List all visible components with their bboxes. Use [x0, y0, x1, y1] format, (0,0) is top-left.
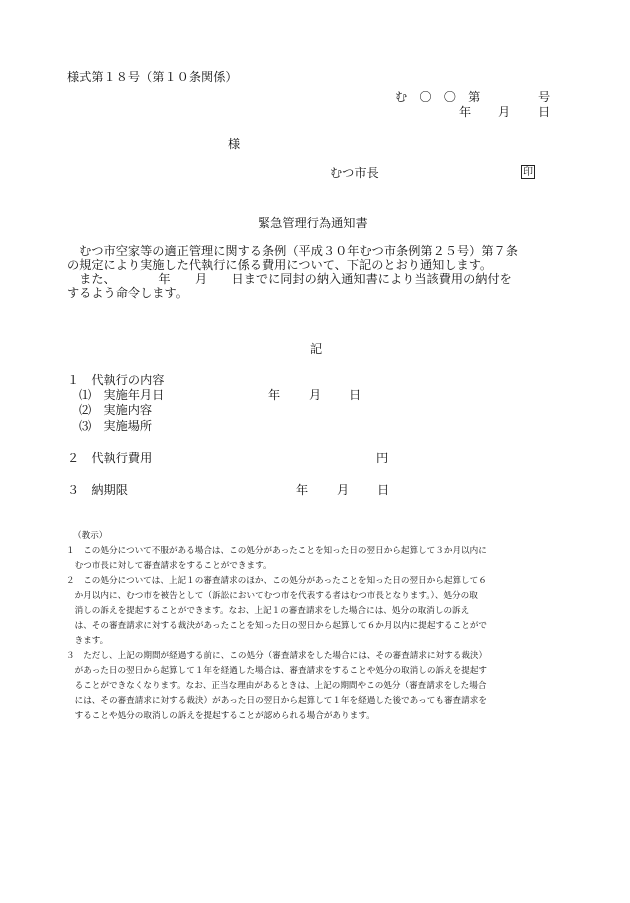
date-year: 年 — [459, 105, 472, 119]
note-line: きます。 — [66, 636, 109, 646]
item-3-label: ３ 納期限 — [67, 483, 128, 497]
form-label: 様式第１８号（第１０条関係） — [67, 70, 238, 84]
note-line: 消しの訴えを提起することができます。なお、上記１の審査請求をした場合には、処分の取消しの訴え — [66, 606, 470, 616]
body-paragraph — [67, 244, 567, 300]
item-3-month: 月 — [337, 483, 350, 497]
sub-item-1-label: ⑴ 実施年月日 — [79, 388, 165, 402]
note-line: むつ市長に対して審査請求をすることができます。 — [66, 561, 272, 571]
body-line: の規定により実施した代執行に係る費用について、下記のとおり通知します。 — [67, 258, 493, 272]
note-line: することや処分の取消しの訴えを提起することが認められる場合があります。 — [66, 711, 375, 721]
note-line: ２ この処分については、上記１の審査請求のほか、この処分があったことを知った日の翌日から起算して６ — [66, 576, 487, 586]
note-line: か月以内に、むつ市を被告として（訴訟においてむつ市を代表する者はむつ市長となります。）、処分の取 — [66, 591, 478, 601]
notes-block — [66, 544, 576, 724]
date-day: 日 — [538, 105, 551, 119]
notes-title: （教示） — [73, 531, 108, 541]
doc-number-prefix: む 〇 〇 第 — [395, 90, 481, 104]
item-1-label: １ 代執行の内容 — [67, 373, 165, 387]
sub-item-2-label: ⑵ 実施内容 — [79, 403, 153, 417]
recipient-suffix: 様 — [228, 137, 241, 151]
sub-item-1-month: 月 — [309, 388, 322, 402]
note-line: １ この処分について不服がある場合は、この処分があったことを知った日の翌日から起算して３か月以内に — [66, 546, 487, 556]
sub-item-1-year: 年 — [268, 388, 281, 402]
doc-number-suffix: 号 — [538, 90, 551, 104]
issuer-name: むつ市長 — [330, 166, 379, 180]
sub-item-1-day: 日 — [349, 388, 362, 402]
item-2-label: ２ 代執行費用 — [67, 451, 153, 465]
note-line: には、その審査請求に対する裁決）があった日の翌日から起算して１年を経過した後であっても審査請求を — [66, 696, 487, 706]
date-month: 月 — [498, 105, 511, 119]
ki-heading: 記 — [310, 342, 323, 356]
note-line: があった日の翌日から起算して１年を経過した場合は、審査請求をすることや処分の取消しの訴えを提起す — [66, 666, 488, 676]
document-title: 緊急管理行為通知書 — [258, 216, 368, 230]
item-3-year: 年 — [296, 483, 309, 497]
seal-box: 印 — [523, 167, 533, 178]
body-line: するよう命令します。 — [67, 286, 188, 300]
note-line: ることができなくなります。なお、正当な理由があるときは、上記の期間やこの処分（審査請求をした場合 — [66, 681, 487, 691]
sub-item-3-label: ⑶ 実施場所 — [79, 419, 153, 433]
note-line: は、その審査請求に対する裁決があったことを知った日の翌日から起算して６か月以内に提起することがで — [66, 621, 488, 631]
note-line: ３ ただし、上記の期間が経過する前に、この処分（審査請求をした場合には、その審査請求に対する裁決） — [66, 651, 488, 661]
body-line: また、 年 月 日までに同封の納入通知書により当該費用の納付を — [67, 272, 512, 286]
item-2-unit: 円 — [376, 451, 389, 465]
body-line: むつ市空家等の適正管理に関する条例（平成３０年むつ市条例第２５号）第７条 — [67, 244, 518, 258]
item-3-day: 日 — [377, 483, 390, 497]
